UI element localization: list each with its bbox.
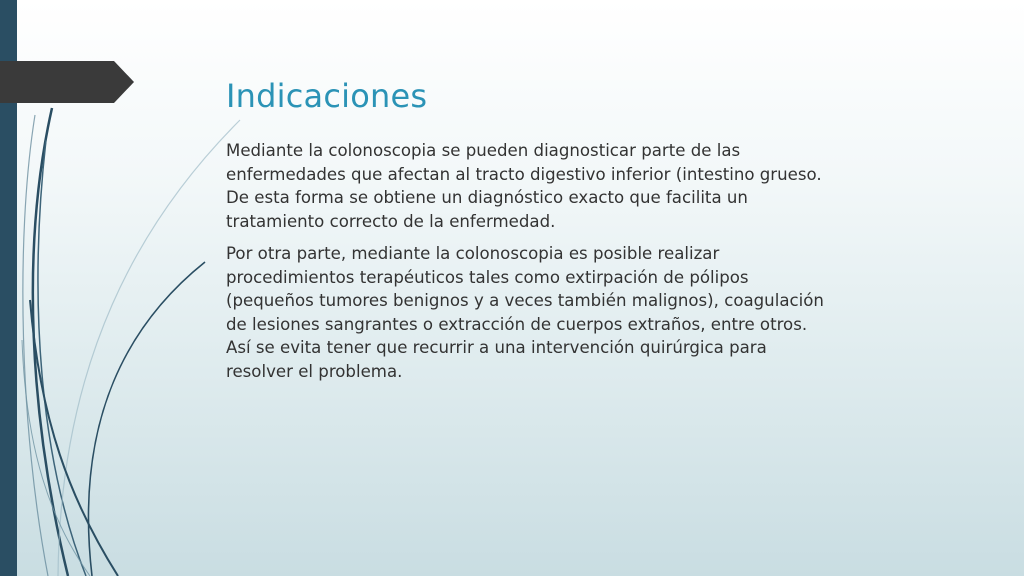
slide-body [226,139,826,392]
paragraph-2: Por otra parte, mediante la colonoscopia es posible realizar procedimientos terapéuticos tales como extirpación de pólipos (pequeños tumores benignos y a veces también malignos), coagulación de lesiones sangrantes o extracción de cuerpos extraños, entre otros. Así se evita tener que recurrir a una intervención quirúrgica para resolver el problema. [226,244,824,381]
title-arrow-shape [0,61,134,103]
slide-title: Indicaciones [226,77,428,115]
paragraph-1: Mediante la colonoscopia se pueden diagnosticar parte de las enfermedades que afectan al tracto digestivo inferior (intestino grueso. De esta forma se obtiene un diagnóstico exacto que facilita un tratamiento correcto de la enfermedad. [226,141,822,231]
